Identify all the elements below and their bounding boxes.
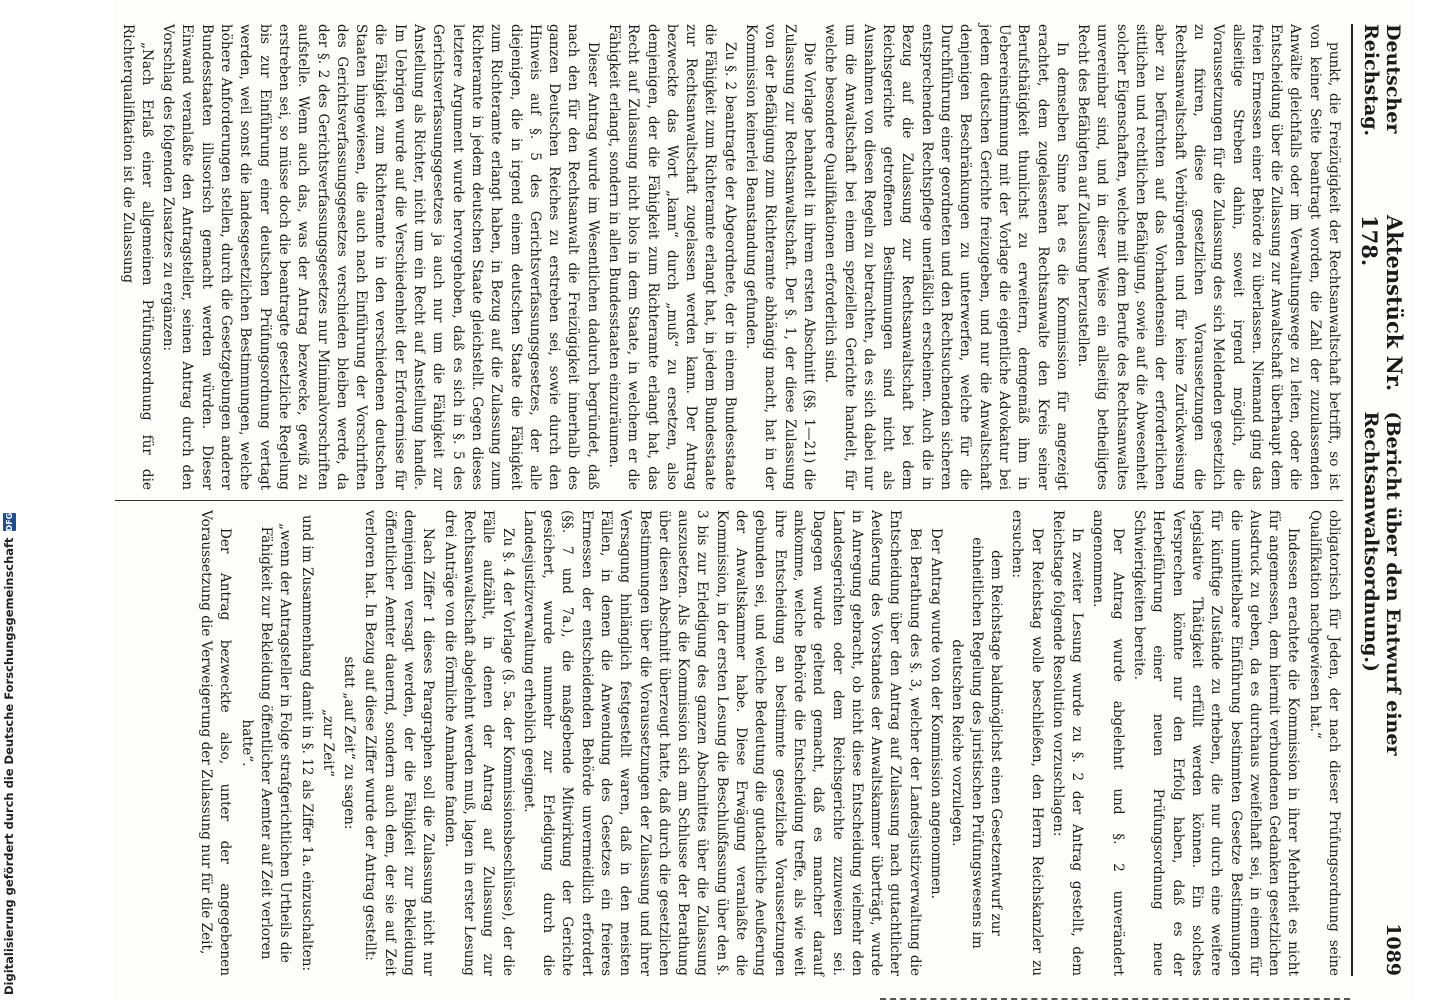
page-number: 1089	[1382, 923, 1404, 977]
text-columns	[115, 24, 1343, 976]
digitization-credit-line	[2, 513, 16, 995]
left-column	[115, 24, 1343, 490]
credit-text: Digitalisierung gefördert durch die Deutsche Forschungsgemeinschaft	[2, 537, 16, 995]
resolution-text: dem Reichstage baldmöglichst einen Gesetzentwurf zur einheitlichen Regelung des juristischen Prüfungswesens im deutschen Reiche vorzulegen.	[949, 537, 1004, 949]
header-left: Deutscher Reichstag.	[1360, 24, 1404, 137]
paragraph: Nach Ziffer 1 dieses Paragraphen soll die Zulassung nicht nur demjenigen versagt werden, der die Fähigkeit zur Bekleidung öffentlicher Aemter dauernd, sondern auch dem, der sie auf Zeit verloren hat. In Bezug auf diese Ziffer wurde der Antrag gestellt:	[362, 510, 437, 976]
amendment-line: statt „auf Zeit“ zu sagen:	[341, 656, 358, 830]
paragraph: obligatorisch für Jeden, der nach dieser Prüfungsordnung seine Qualifikation nachgewiesen hat.“	[1306, 510, 1342, 976]
paragraph: Zu §. 4 der Vorlage (§. 5a. der Kommissionsbeschlüsse), der die Fälle aufzählt, in denen der Antrag auf Zulassung zur Rechtsanwaltschaft abgelehnt werden muß, lagen in erster Lesung drei Anträge von die förmliche Annahme fanden.	[441, 510, 516, 976]
header-document-number: Aktenstück Nr. 178.	[1357, 214, 1407, 392]
right-column	[115, 510, 1343, 976]
paragraph: Dieser Antrag wurde im Wesentlichen dadurch begründet, daß nach den für den Rechtsanwalt die Freizügigkeit innerhalb des ganzen Deutschen Reiches zu erstreben sei, sowie durch den Hinweis auf §. 5 des Gerichtsverfassungsgesetzes, der alle diejenigen, die in irgend einem deutschen Staate die Fähigkeit zum Richteramte erlangt haben, in Bezug auf die Zulassung zum Richteramte in jedem deutschen Staate gleichstellt. Gegen dieses letztere Argument wurde hervorgehoben, daß es sich in §. 5 des Gerichtsverfassungsgesetzes ja auch nur um die Fähigkeit zur Anstellung als Richter, nicht um ein Recht auf Anstellung handle. Im Uebrigen wurde auf die Verschiedenheit der Erfordernisse für die Fähigkeit zum Richteramte in den verschiedenen deutschen Staaten hingewiesen, die auch nach Einführung der Vorschriften des Gerichtsverfassungsgesetzes verschieden bleiben werde, da der §. 2 des Gerichtsverfassungsgesetzes nur Minimalvorschriften aufstelle. Wenn auch das, was der Antrag bezwecke, gewiß zu erstreben sei, so müsse doch die beantragte gesetzliche Regelung bis zur Einführung einer deutschen Prüfungsordnung vertagt werden, weil sonst die landesgesetzlichen Bestimmungen, welche höhere Anforderungen stellen, durch die Gesetzgebungen anderer Bundesstaaten illusorisch gemacht werden würden. Dieser Einwand veranlaßte den Antragsteller, seinen Antrag durch den Vorschlag des folgenden Zusatzes zu ergänzen:	[160, 24, 601, 490]
paragraph: punkt, die Freizügigkeit der Rechtsanwaltschaft betrifft, so ist von keiner Seite beantragt worden, die Zahl der zuzulassenden Anwälte gleichfalls oder im Verwaltungswege zu leiten, oder die Entscheidung über die Zulassung zur Anwaltschaft überhaupt dem freien Ermessen einer Behörde zu überlassen. Niemand ging das allseitige Streben dahin, soweit irgend möglich, die Voraussetzungen für die Zulassung des sich Meldenden gesetzlich zu fixiren, diese gesetzlichen Voraussetzungen die Rechtsanwaltschaft Verbürgenden und für keine Zurückweisung aber zu befürchten auf das Vorhandensein der erforderlichen sittlichen und rechtlichen Befähigung, sowie auf die Abwesenheit solcher Eigenschaften, welche mit dem Berufe des Rechtsanwaltes unvereinbar sind, und in dieser Weise ein allseitig betheiligtes Recht des Befähigten auf Zulassung herzustellen.	[1075, 24, 1342, 490]
digitization-credit	[0, 0, 20, 1000]
scanned-page	[115, 0, 1415, 1000]
paragraph: In zweiter Lesung wurde zu §. 2 der Antrag gestellt, dem Reichstage folgende Resolution vorzuschlagen:	[1049, 510, 1086, 976]
paragraph: Indessen erachtete die Kommission in ihrer Mehrheit es nicht für angemessen, dem hiermit verbundenen Gedanken gesetzlichen Ausdruck zu geben, da es durchaus zweifelhaft sei, in einem für die unmittelbare Einführung bestimmten Gesetze Bestimmungen für künftige Zustände zu erheben, die nur durch eine weitere legislative Thätigkeit erfüllt werden können. Ein solches Versprechen könnte nur den Erfolg haben, daß es der Herbeiführung einer neuen Prüfungsordnung neue Schwierigkeiten bereite.	[1131, 510, 1302, 976]
amendment-line: und im Zusammenhang damit in §. 12 als Ziffer 1a. einzuschalten:	[298, 514, 315, 972]
header-right: (Bericht über den Entwurf einer Rechtsanwaltsordnung.)	[1360, 411, 1404, 756]
paragraph: Der Antrag bezweckte also, unter der angegebenen Voraussetzung die Verweigerung der Zulassung nur für die Zeit,	[198, 510, 234, 976]
paragraph: Bei Berathung des §. 3, welcher der Landesjustizverwaltung die Entscheidung über den Antrag auf Zulassung nach gutachtlicher Aeußerung des Vorstandes der Anwaltskammer überträgt, wurde in Anregung gebracht, ob nicht diese Entscheidung vielmehr den Landesgerichten oder dem Reichsgerichte zuzuweisen sei. Dagegen wurde geltend gemacht, daß es mancher darauf ankomme, welche Behörde die Entscheidung treffe, als wie weit ihre Entscheidung an bestimmte gesetzliche Voraussetzungen gebunden sei, und welche Bedeutung die gutachtliche Aeußerung der Anwaltskammer habe. Diese Erwägung veranlaßte die Kommission, in der ersten Lesung die Beschlußfassung über den §. 3 bis zur Erledigung des ganzen Abschnittes über die Zulassung auszusetzen. Als die Kommission sich am Schlusse der Berathung über diesen Abschnitt überzeugt hatte, daß durch die gesetzlichen Bestimmungen über die Voraussetzungen der Zulassung und ihrer Versagung hinlänglich festgestellt waren, daß in den meisten Fällen, in denen die Anwendung des Gesetzes ein freieres Ermessen der entscheidenden Behörde unvermeidlich erfordert (§§. 7 und 7a.), die maßgebende Mitwirkung der Gerichte gesichert, wurde nunmehr zur Erledigung durch die Landesjustizverwaltung erheblich geeignet.	[520, 510, 923, 976]
quoted-paragraph: „Nach Erlaß einer allgemeinen Prüfungsordnung für die Richterqualifikation ist die Zulassung	[119, 24, 155, 490]
amendment-quote: „wenn der Antragsteller in Folge strafgerichtlichen Urtheils die Fähigkeit zur Bekleidung öffentlicher Aemter auf Zeit verloren hatte“.	[238, 523, 294, 963]
dfg-logo: DFG	[4, 512, 14, 532]
amendment-quote: „zur Zeit“	[319, 708, 336, 778]
paragraph: Die Vorlage behandelt in ihrem ersten Abschnitt (§§. 1—21) die Zulassung zur Rechtsanwaltschaft. Der §. 1, der diese Zulassung von der Befähigung zum Richteramte abhängig macht, hat in der Kommission keinerlei Beanstandung gefunden.	[743, 24, 817, 490]
paragraph: Zu §. 2 beantragte der Abgeordnete, der in einem Bundesstaate die Fähigkeit zum Richteramte erlangt hat, in jedem Bundesstaate zur Rechtsanwaltschaft zugelassen werden kann. Der Antrag bezweckte das Wort „kann“ durch „muß“ zu ersetzen, also demjenigen, der die Fähigkeit zum Richteramte erlangt hat, das Recht auf Zulassung nicht blos in dem Staate, in welchem er die Fähigkeit erlangt, sondern in allen Bundesstaaten einzuräumen.	[606, 24, 738, 490]
running-header	[1351, 24, 1407, 976]
paragraph: Der Antrag wurde abgelehnt und §. 2 unverändert angenommen.	[1090, 510, 1126, 976]
scan-edge-marks	[880, 994, 1350, 1000]
paragraph: In demselben Sinne hat es die Kommission für angezeigt erachtet, dem zugelassenen Rechtsanwalte den Kreis seiner Berufsthätigkeit thunlichst zu erweitern, demgemäß ihm in Uebereinstimmung mit der Vorlage die eigentliche Advokatur bei jedem deutschen Gerichte freizugeben, und nur die Anwaltschaft denjenigen Beschränkungen zu unterwerfen, welche für die Durchführung einer geordneten und den Rechtsuchenden sicheren entsprechenden Rechtspflege unerläßlich erscheinen. Auch die in Bezug auf die Zulassung zur Rechtsanwaltschaft bei dem Reichsgerichte getroffenen Bestimmungen sind nicht als Ausnahmen von diesen Regeln zu betrachten, da es sich dabei nur um die Anwaltschaft bei einem speziellen Gerichte handelt, für welche besondere Qualifikationen erforderlich sind.	[822, 24, 1070, 490]
paragraph: Der Antrag wurde von der Kommission angenommen.	[928, 528, 945, 899]
paragraph: Der Reichstag wolle beschließen, den Herrn Reichskanzler zu ersuchen:	[1009, 510, 1045, 976]
